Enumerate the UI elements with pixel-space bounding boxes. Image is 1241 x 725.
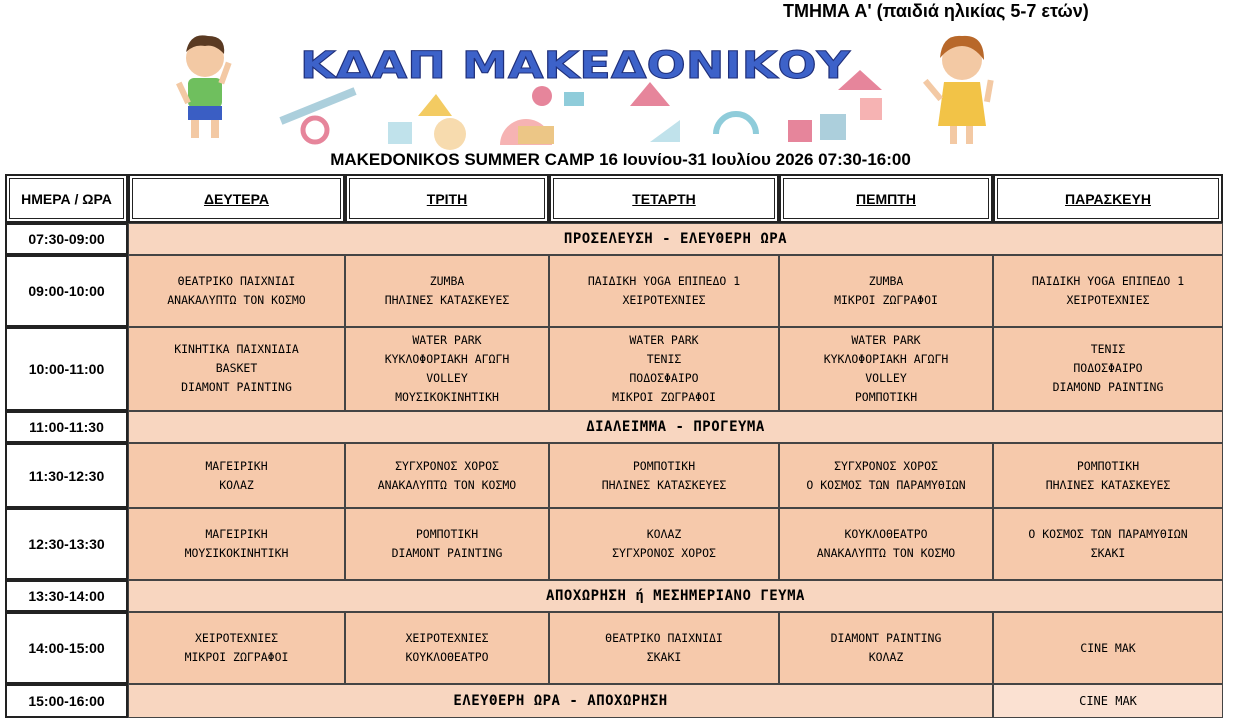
activity-name: ΘΕΑΤΡΙΚΟ ΠΑΙΧΝΙΔΙ (177, 273, 296, 288)
camp-title: MAKEDONIKOS SUMMER CAMP 16 Ιουνίου-31 Ιουλίου 2026 07:30-16:00 (330, 150, 911, 169)
general-activity-cell: ΕΛΕΥΘΕΡΗ ΩΡΑ - ΑΠΟΧΩΡΗΣΗ (128, 684, 993, 718)
activity-cell-tuesday (345, 255, 549, 327)
activity-name: Ο ΚΟΣΜΟΣ ΤΩΝ ΠΑΡΑΜΥΘΙΩΝ (806, 477, 966, 492)
general-activity-cell: ΠΡΟΣΕΛΕΥΣΗ - ΕΛΕΥΘΕΡΗ ΩΡΑ (128, 223, 1223, 255)
activity-name: ΣΥΓΧΡΟΝΟΣ ΧΟΡΟΣ (612, 546, 716, 561)
time-slot: 10:00-11:00 (5, 327, 128, 411)
schedule-row (5, 411, 1223, 443)
activity-name: ΡΟΜΠΟΤΙΚΗ (1076, 458, 1140, 473)
schedule-row (5, 255, 1223, 327)
activity-name: Ο ΚΟΣΜΟΣ ΤΩΝ ΠΑΡΑΜΥΘΙΩΝ (1028, 527, 1188, 542)
activity-name: ΠΑΙΔΙΚΗ YOGA ΕΠΙΠΕΔΟ 1 (1031, 273, 1185, 288)
activity-cell-tuesday (345, 443, 549, 509)
day-header-monday: ΔΕΥΤΕΡΑ (128, 174, 345, 223)
boy-illustration (176, 35, 232, 138)
activity-cell-thursday (779, 255, 993, 327)
activity-name: ΑΝΑΚΑΛΥΠΤΩ ΤΟΝ ΚΟΣΜΟ (816, 546, 956, 561)
activity-name: WATER PARK (629, 332, 699, 347)
activity-name: ΜΙΚΡΟΙ ΖΩΓΡΑΦΟΙ (184, 650, 289, 665)
day-header-thursday: ΠΕΜΠΤΗ (779, 174, 993, 223)
activity-name: DIAMONT PAINTING (830, 631, 942, 646)
activity-name: ΚΥΚΛΟΦΟΡΙΑΚΗ ΑΓΩΓΗ (384, 351, 510, 366)
activity-cell-friday (993, 255, 1223, 327)
activity-name: ΠΟΔΟΣΦΑΙΡΟ (629, 370, 699, 385)
activity-cell-friday (993, 508, 1223, 580)
activity-name: ΚΟΛΑΖ (868, 650, 904, 665)
activity-name: WATER PARK (412, 332, 482, 347)
activity-name: ΜΙΚΡΟΙ ΖΩΓΡΑΦΟΙ (612, 389, 716, 404)
activity-name: ΚΟΛΑΖ (219, 477, 254, 492)
schedule-row (5, 684, 1223, 718)
activity-name: ΑΝΑΚΑΛΥΠΤΩ ΤΟΝ ΚΟΣΜΟ (167, 292, 306, 307)
activity-name: ΚΟΥΚΛΟΘΕΑΤΡΟ (405, 650, 489, 665)
activity-cell-thursday (779, 612, 993, 684)
time-slot: 13:30-14:00 (5, 580, 128, 612)
activity-name: ΑΝΑΚΑΛΥΠΤΩ ΤΟΝ ΚΟΣΜΟ (377, 477, 517, 492)
time-slot: 14:00-15:00 (5, 612, 128, 684)
schedule-row (5, 612, 1223, 684)
time-slot: 11:30-12:30 (5, 443, 128, 509)
activity-name: DIAMOND PAINTING (1052, 380, 1164, 395)
activity-name: ΚΙΝΗΤΙΚΑ ΠΑΙΧΝΙΔΙΑ (174, 342, 299, 357)
schedule-row (5, 508, 1223, 580)
activity-name: ΤΕΝΙΣ (1090, 342, 1126, 357)
day-header-tuesday: ΤΡΙΤΗ (345, 174, 549, 223)
activity-cell-wednesday (549, 443, 779, 509)
activity-cell-tuesday (345, 327, 549, 411)
activity-name: DIAMONT PAINTING (391, 546, 503, 561)
activity-name: ΧΕΙΡΟΤΕΧΝΙΕΣ (1066, 292, 1150, 307)
activity-cell-wednesday (549, 327, 779, 411)
activity-name: CINE MAK (1080, 640, 1136, 655)
schedule-row (5, 580, 1223, 612)
activity-name: ΜΑΓΕΙΡΙΚΗ (205, 458, 268, 473)
schedule-row (5, 223, 1223, 255)
time-slot: 11:00-11:30 (5, 411, 128, 443)
activity-cell-monday (128, 327, 345, 411)
activity-name: ΣΥΓΧΡΟΝΟΣ ΧΟΡΟΣ (834, 458, 938, 473)
activity-name: ΠΗΛΙΝΕΣ ΚΑΤΑΣΚΕΥΕΣ (384, 292, 510, 307)
activity-name: WATER PARK (851, 332, 921, 347)
activity-name: ΧΕΙΡΟΤΕΧΝΙΕΣ (622, 292, 706, 307)
activity-cell-friday: CINE MAK (993, 684, 1223, 718)
activity-name: VOLLEY (426, 370, 468, 385)
activity-cell-wednesday (549, 508, 779, 580)
activity-cell-tuesday (345, 508, 549, 580)
activity-name: ΚΥΚΛΟΦΟΡΙΑΚΗ ΑΓΩΓΗ (823, 351, 949, 366)
activity-cell-monday (128, 255, 345, 327)
schedule-row (5, 443, 1223, 509)
activity-cell-wednesday (549, 255, 779, 327)
day-header-friday: ΠΑΡΑΣΚΕΥΗ (993, 174, 1223, 223)
activity-name: VOLLEY (865, 370, 907, 385)
activity-cell-friday (993, 612, 1223, 684)
girl-illustration (923, 36, 994, 144)
activity-name: ΠΑΙΔΙΚΗ YOGA ΕΠΙΠΕΔΟ 1 (587, 273, 741, 288)
time-slot: 15:00-16:00 (5, 684, 128, 718)
activity-name: ZUMBA (868, 273, 904, 288)
activity-name: ΜΙΚΡΟΙ ΖΩΓΡΑΦΟΙ (834, 292, 938, 307)
activity-name: ΣΚΑΚΙ (1090, 546, 1126, 561)
activity-name: ΜΟΥΣΙΚΟΚΙΝΗΤΙΚΗ (395, 389, 499, 404)
activity-cell-wednesday (549, 612, 779, 684)
time-slot: 09:00-10:00 (5, 255, 128, 327)
activity-name: ΜΟΥΣΙΚΟΚΙΝΗΤΙΚΗ (184, 546, 289, 561)
activity-cell-friday (993, 443, 1223, 509)
schedule-table (5, 174, 1223, 718)
activity-cell-thursday (779, 508, 993, 580)
header-row (5, 174, 1223, 223)
activity-name: BASKET (215, 361, 258, 376)
activity-cell-tuesday (345, 612, 549, 684)
activity-name: ΜΑΓΕΙΡΙΚΗ (205, 527, 268, 542)
activity-name: ΤΕΝΙΣ (646, 351, 682, 366)
activity-name: ΡΟΜΠΟΤΙΚΗ (632, 458, 696, 473)
day-header-wednesday: ΤΕΤΑΡΤΗ (549, 174, 779, 223)
activity-name: ΠΗΛΙΝΕΣ ΚΑΤΑΣΚΕΥΕΣ (601, 477, 727, 492)
activity-name: ΡΟΜΠΟΤΙΚΗ (854, 389, 918, 404)
section-title: ΤΜΗΜΑ Α' (παιδιά ηλικίας 5-7 ετών) (783, 1, 1089, 21)
activity-name: ΣΚΑΚΙ (646, 650, 682, 665)
activity-cell-thursday (779, 443, 993, 509)
activity-name: ΡΟΜΠΟΤΙΚΗ (415, 527, 479, 542)
activity-cell-friday (993, 327, 1223, 411)
activity-cell-monday (128, 508, 345, 580)
activity-cell-monday (128, 443, 345, 509)
activity-name: ΠΗΛΙΝΕΣ ΚΑΤΑΣΚΕΥΕΣ (1045, 477, 1171, 492)
schedule-row (5, 327, 1223, 411)
activity-cell-thursday (779, 327, 993, 411)
activity-name: ΘΕΑΤΡΙΚΟ ΠΑΙΧΝΙΔΙ (605, 631, 723, 646)
activity-cell-monday (128, 612, 345, 684)
activity-name: ΧΕΙΡΟΤΕΧΝΙΕΣ (405, 631, 489, 646)
activity-name: ΣΥΓΧΡΟΝΟΣ ΧΟΡΟΣ (395, 458, 499, 473)
activity-name: ΚΟΛΑΖ (646, 527, 682, 542)
general-activity-cell: ΑΠΟΧΩΡΗΣΗ ή ΜΕΣΗΜΕΡΙΑΝΟ ΓΕΥΜΑ (128, 580, 1223, 612)
logo-text: ΚΔΑΠ ΜΑΚΕΔΟΝΙΚΟΥ (300, 44, 852, 87)
activity-name: ΧΕΙΡΟΤΕΧΝΙΕΣ (194, 631, 279, 646)
activity-name: ΚΟΥΚΛΟΘΕΑΤΡΟ (844, 527, 928, 542)
general-activity-cell: ΔΙΑΛΕΙΜΜΑ - ΠΡΟΓΕΥΜΑ (128, 411, 1223, 443)
time-slot: 12:30-13:30 (5, 508, 128, 580)
activity-name: DIAMONT PAINTING (181, 380, 292, 395)
activity-name: ZUMBA (429, 273, 465, 288)
logo-banner (160, 30, 1020, 150)
time-column-header: ΗΜΕΡΑ / ΩΡΑ (5, 174, 128, 223)
time-slot: 07:30-09:00 (5, 223, 128, 255)
activity-name: ΠΟΔΟΣΦΑΙΡΟ (1073, 361, 1143, 376)
